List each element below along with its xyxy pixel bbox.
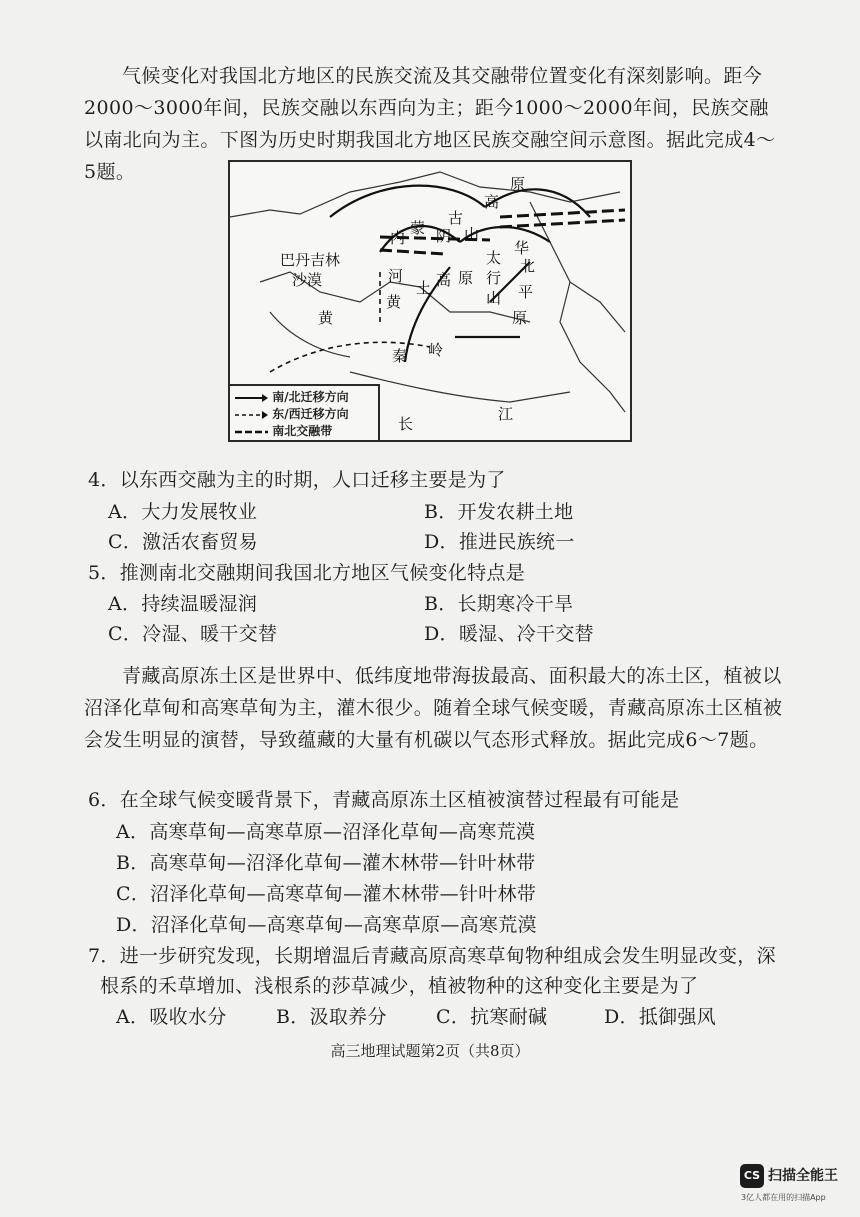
q5-option-b: B．长期寒冷干旱	[424, 593, 574, 615]
dashed-band-icon	[234, 427, 268, 437]
legend-row-ns	[234, 390, 349, 404]
intro-passage-6-7: 青藏高原冻土区是世界中、低纬度地带海拔最高、面积最大的冻土区，植被以沼泽化草甸和高寒草甸为主，灌木很少。随着全球气候变暖，青藏高原冻土区植被会发生明显的演替，导致蕴藏的大量有机碳以气态形式释放。据此完成6～7题。	[84, 665, 783, 751]
map-label-shan2: 山	[486, 289, 502, 307]
map-label-ping: 平	[518, 283, 534, 301]
q7-option-a: A．吸收水分	[116, 1006, 227, 1028]
q4-stem: 4．以东西交融为主的时期，人口迁移主要是为了	[88, 469, 506, 491]
map-label-yuan2: 原	[512, 309, 528, 327]
map-label-tu: 土	[416, 279, 432, 297]
q7-option-c: C．抗寒耐碱	[436, 1006, 548, 1028]
legend-row-ew	[234, 407, 349, 421]
q6-option-b: B．高寒草甸—沼泽化草甸—灌木林带—针叶林带	[116, 852, 536, 874]
q6-stem: 6．在全球气候变暖背景下，青藏高原冻土区植被演替过程最有可能是	[88, 789, 680, 811]
map-label-bei: 北	[520, 257, 536, 275]
map-label-tai: 太	[486, 249, 502, 267]
migration-map	[228, 160, 632, 442]
fusion-belt-1	[500, 210, 625, 217]
map-label-shamo: 沙漠	[292, 271, 323, 289]
scanner-tagline: 3亿人都在用的扫描App	[741, 1193, 826, 1202]
page-footer: 高三地理试题第2页（共8页）	[330, 1042, 530, 1060]
map-label-jiang: 江	[498, 405, 514, 423]
q4-option-a: A．大力发展牧业	[108, 501, 258, 523]
q4-option-c: C．激活农畜贸易	[108, 531, 258, 553]
q7-option-d: D．抵御强风	[604, 1006, 717, 1028]
map-label-chang: 长	[398, 415, 414, 433]
fusion-belt-4	[380, 250, 445, 254]
q4-option-d: D．推进民族统一	[424, 531, 575, 553]
map-label-yin: 阴	[436, 227, 452, 245]
scanner-app-name: 扫描全能王	[768, 1168, 838, 1184]
solid-arrow-icon	[234, 393, 268, 403]
map-label-ling: 岭	[428, 341, 444, 359]
intro-passage-4-5: 气候变化对我国北方地区的民族交流及其交融带位置变化有深刻影响。距今2000～3000年间，民族交融以东西向为主；距今1000～2000年间，民族交融以南北向为主。下图为历史时期我国北方地区民族交融空间示意图。据此完成4～5题。	[84, 65, 776, 183]
map-label-badanjilin: 巴丹吉林	[280, 251, 341, 269]
bohai-coast	[570, 282, 625, 332]
q7-option-b: B．汲取养分	[276, 1006, 387, 1028]
q5-option-c: C．冷湿、暖干交替	[108, 623, 278, 645]
legend-ew-label: 东/西迁移方向	[272, 407, 349, 421]
map-label-gu: 古	[448, 209, 464, 227]
map-label-huang: 黄	[386, 293, 402, 311]
yangtze-line	[350, 372, 570, 402]
map-label-gao2: 高	[436, 271, 452, 289]
q6-option-d: D．沼泽化草甸—高寒草甸—高寒草原—高寒荒漠	[116, 914, 537, 936]
q7-stem-line-2: 根系的禾草增加、浅根系的莎草减少，植被物种的这种变化主要是为了	[100, 975, 699, 997]
q5-stem: 5．推测南北交融期间我国北方地区气候变化特点是	[88, 562, 525, 584]
map-label-he: 河	[388, 267, 404, 285]
map-label-meng: 蒙	[410, 219, 426, 237]
map-label-nei: 内	[390, 229, 406, 247]
q5-option-a: A．持续温暖湿润	[108, 593, 258, 615]
q6-option-a: A．高寒草甸—高寒草原—沼泽化草甸—高寒荒漠	[116, 821, 536, 843]
coastline	[530, 202, 625, 412]
map-legend	[230, 384, 380, 440]
map-label-huang-west: 黄	[318, 309, 334, 327]
fusion-belt-2	[500, 220, 625, 227]
map-label-gao: 高	[484, 193, 500, 211]
map-label-yuan3: 原	[458, 269, 474, 287]
map-label-shan: 山	[464, 225, 480, 243]
loess-edge	[270, 309, 350, 357]
q7-stem-line-1: 7．进一步研究发现，长期增温后青藏高原高寒草甸物种组成会发生明显改变，深	[88, 945, 776, 967]
legend-row-belt	[234, 424, 332, 438]
scanner-logo-icon: CS	[740, 1164, 764, 1188]
q4-option-b: B．开发农耕土地	[424, 501, 574, 523]
dashed-arrow-icon	[234, 410, 268, 420]
legend-ns-label: 南/北迁移方向	[272, 390, 349, 404]
map-label-qin: 秦	[392, 347, 408, 365]
map-label-hang: 行	[486, 269, 502, 287]
map-label-hua: 华	[514, 239, 530, 257]
q5-option-d: D．暖湿、冷干交替	[424, 623, 594, 645]
map-label-yuan: 原	[510, 175, 526, 193]
q6-option-c: C．沼泽化草甸—高寒草甸—灌木林带—针叶林带	[116, 883, 537, 905]
legend-belt-label: 南北交融带	[272, 424, 333, 438]
